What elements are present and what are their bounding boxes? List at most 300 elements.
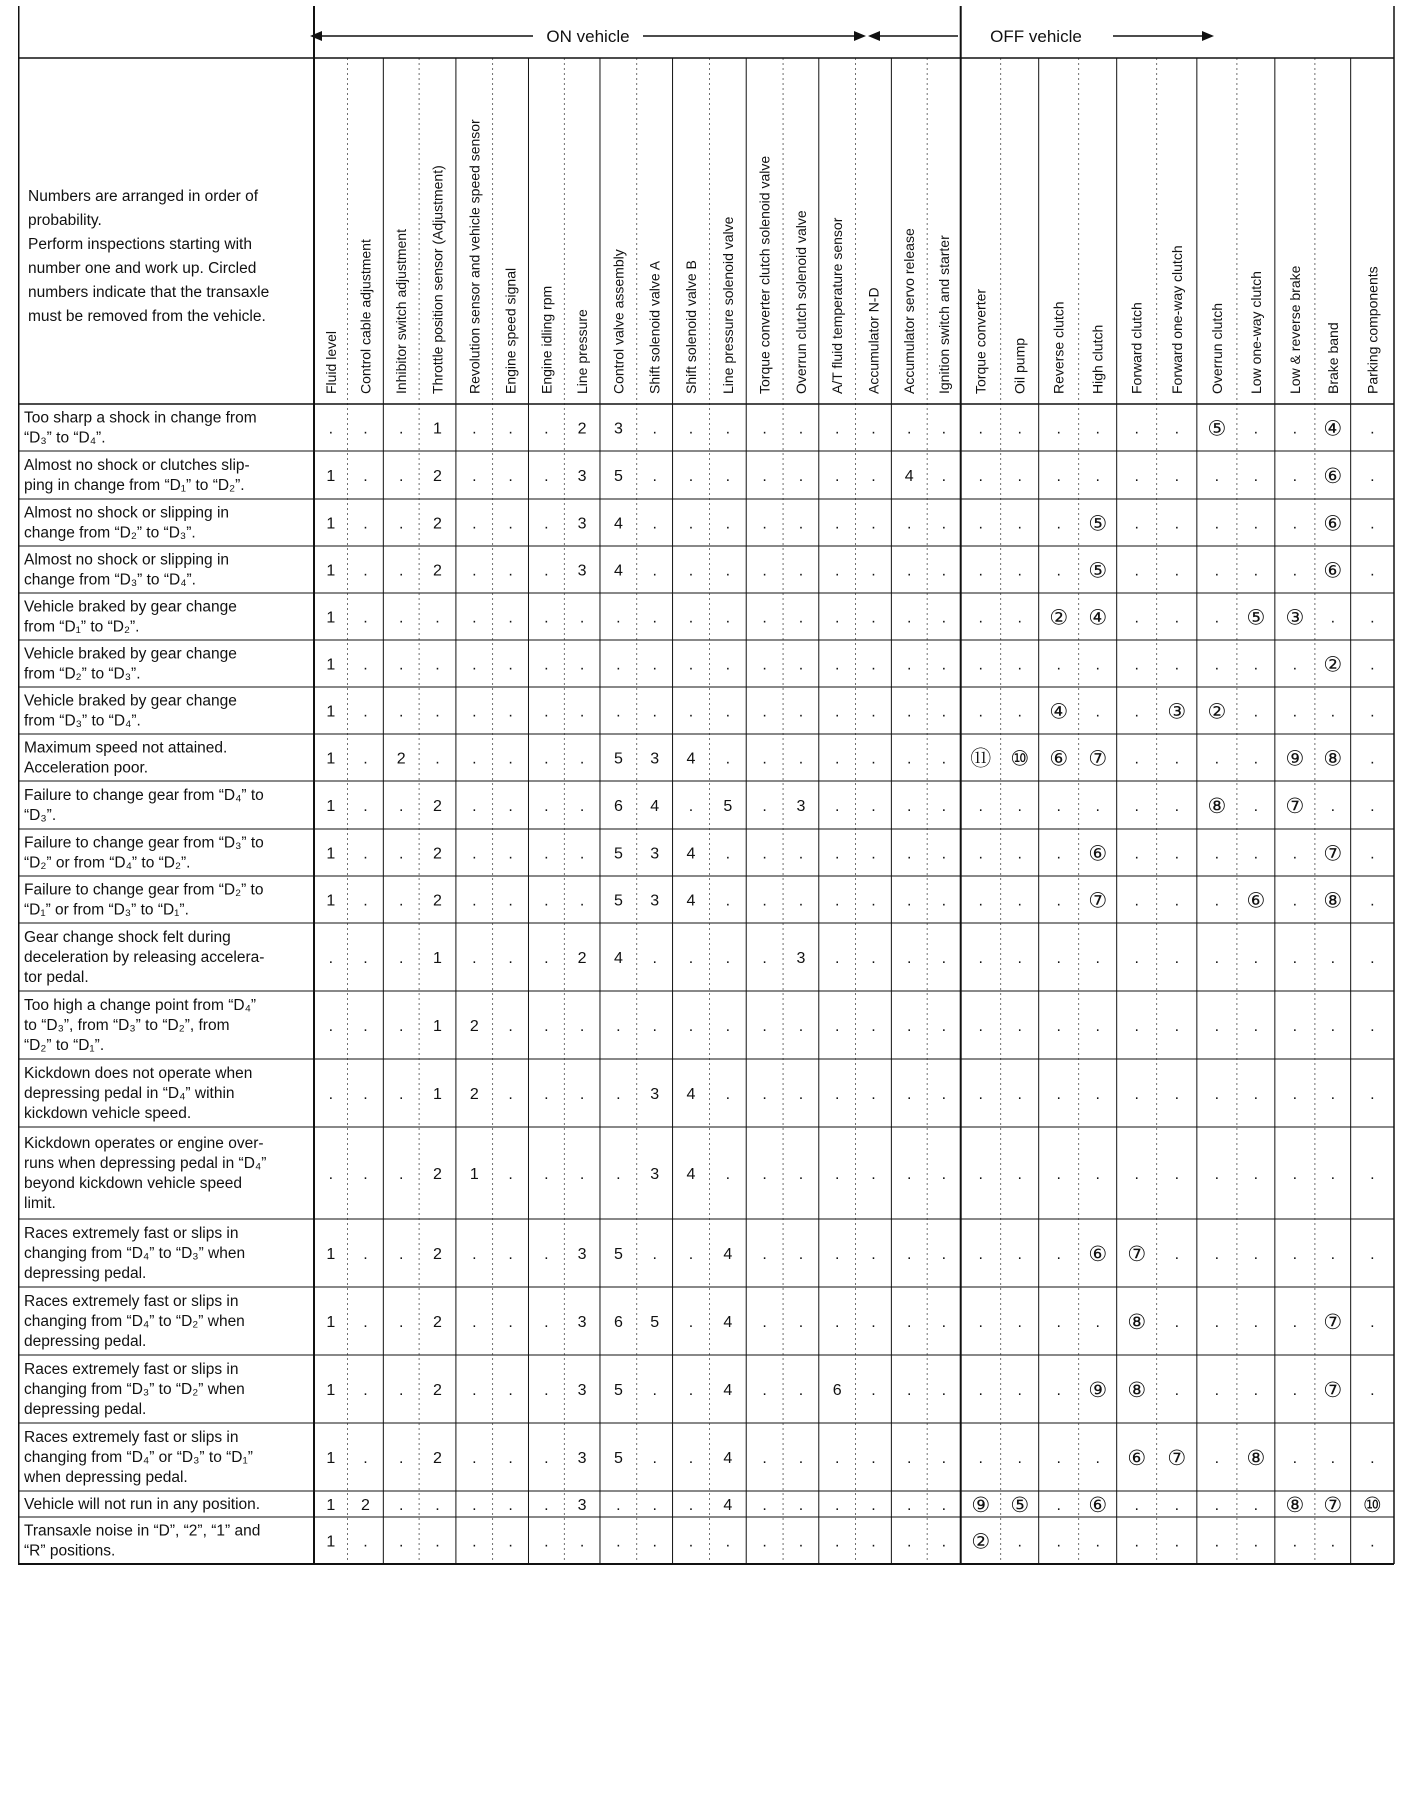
cell-value: .: [472, 1497, 477, 1514]
cell-value: .: [363, 1533, 368, 1551]
cell-value: .: [1134, 1018, 1139, 1035]
cell-value: .: [472, 798, 477, 815]
on-vehicle-banner: [310, 27, 866, 46]
cell-value: .: [1174, 1497, 1180, 1514]
cell-value: .: [508, 1086, 513, 1103]
column-header: Accumulator servo release: [901, 228, 918, 394]
cell-value: .: [1214, 1497, 1220, 1514]
cell-value: .: [941, 1246, 947, 1263]
cell-value: .: [834, 1314, 840, 1331]
cell-value: .: [1370, 1450, 1375, 1467]
cell-value: .: [579, 1166, 585, 1183]
cell-value: .: [363, 609, 368, 627]
cell-value: .: [798, 1166, 804, 1183]
cell-value: .: [1292, 1450, 1298, 1467]
cell-value: .: [798, 609, 804, 627]
cell-value: .: [363, 1450, 368, 1467]
cell-value: .: [907, 656, 912, 674]
cell-value: 5: [613, 845, 623, 863]
cell-value: .: [1017, 656, 1022, 674]
column-header: Brake band: [1324, 322, 1341, 394]
row-symptom: [24, 552, 229, 589]
cell-value: .: [1330, 798, 1336, 815]
cell-value: .: [398, 1314, 404, 1331]
cell-value: .: [1056, 798, 1061, 815]
cell-value: .: [762, 1533, 767, 1551]
cell-value: .: [544, 1497, 549, 1514]
cell-value: 1: [433, 950, 442, 967]
cell-value: .: [871, 515, 876, 533]
cell-value: .: [508, 609, 513, 627]
cell-value: .: [1370, 562, 1375, 580]
symptom-line: “D₂” to “D₁”.: [24, 1037, 105, 1054]
column-header: Throttle position sensor (Adjustment): [429, 165, 446, 394]
cell-value: .: [398, 1497, 404, 1514]
cell-value: .: [798, 892, 804, 910]
cell-value: .: [1095, 1450, 1100, 1467]
cell-value: .: [762, 420, 767, 438]
cell-value: .: [1056, 1166, 1061, 1183]
cell-value: .: [725, 1533, 731, 1551]
cell-value: ⑧: [1207, 795, 1227, 818]
cell-value: .: [1134, 1086, 1139, 1103]
cell-value: .: [798, 1497, 804, 1514]
cell-value: 1: [326, 750, 336, 768]
cell-value: .: [941, 1018, 947, 1035]
cell-value: .: [978, 798, 983, 815]
cell-value: 3: [577, 1382, 587, 1399]
cell-value: .: [1134, 950, 1139, 967]
cell-value: .: [978, 420, 983, 438]
cell-value: .: [1330, 1533, 1336, 1551]
cell-value: .: [907, 1533, 912, 1551]
off-vehicle-banner: [868, 27, 1214, 46]
cell-value: .: [1370, 845, 1375, 863]
cell-value: .: [1017, 1450, 1022, 1467]
cell-value: .: [1174, 656, 1180, 674]
cell-value: .: [579, 892, 585, 910]
symptom-line: “D₂” or from “D₄” to “D₂”.: [24, 854, 191, 872]
cell-value: .: [941, 609, 947, 627]
cell-value: .: [688, 1382, 694, 1399]
cell-value: .: [834, 798, 840, 815]
cell-value: .: [834, 1166, 840, 1183]
cell-value: .: [725, 656, 731, 674]
cell-value: .: [1017, 609, 1022, 627]
cell-value: .: [941, 468, 947, 485]
column-header: Line pressure solenoid valve: [719, 216, 736, 394]
cell-value: .: [435, 703, 440, 721]
cell-value: .: [1056, 1450, 1061, 1467]
cell-value: .: [834, 656, 840, 674]
cell-value: .: [1017, 845, 1022, 863]
cell-value: 1: [326, 1246, 336, 1263]
cell-value: .: [941, 1086, 947, 1103]
row-symptom: [24, 740, 227, 777]
cell-value: .: [435, 750, 440, 768]
cell-value: .: [1253, 562, 1259, 580]
symptom-line: kickdown vehicle speed.: [24, 1105, 192, 1122]
cell-value: .: [1017, 1086, 1022, 1103]
cell-value: 2: [433, 1166, 442, 1183]
cell-value: .: [1292, 562, 1298, 580]
cell-value: ⑥: [1323, 559, 1343, 583]
cell-value: 5: [613, 1382, 623, 1399]
cell-value: .: [1370, 656, 1375, 674]
cell-value: .: [1370, 1166, 1375, 1183]
cell-value: .: [834, 1086, 840, 1103]
cell-value: .: [1056, 1086, 1061, 1103]
cell-value: .: [616, 609, 621, 627]
cell-value: .: [798, 1086, 804, 1103]
cell-value: ⑤: [1010, 1494, 1030, 1517]
cell-value: .: [652, 420, 657, 438]
cell-value: .: [1292, 515, 1298, 533]
cell-value: .: [544, 1382, 549, 1399]
cell-value: .: [978, 609, 983, 627]
cell-value: .: [688, 703, 694, 721]
cell-value: .: [1253, 750, 1259, 768]
cell-value: .: [834, 1533, 840, 1551]
cell-value: 1: [326, 845, 336, 863]
symptom-line: from “D₁” to “D₂”.: [24, 618, 140, 636]
cell-value: .: [688, 1314, 694, 1331]
cell-value: .: [508, 892, 513, 910]
column-header: Low & reverse brake: [1286, 265, 1303, 394]
cell-value: .: [652, 609, 657, 627]
cell-value: 1: [326, 1450, 336, 1467]
cell-value: .: [834, 892, 840, 910]
cell-value: .: [725, 750, 731, 768]
cell-value: ⑤: [1246, 606, 1266, 630]
cell-value: .: [398, 515, 404, 533]
cell-value: ⑧: [1127, 1379, 1147, 1402]
cell-value: .: [616, 1497, 621, 1514]
cell-value: .: [762, 950, 767, 967]
cell-value: .: [798, 750, 804, 768]
cell-value: .: [1174, 562, 1180, 580]
cell-value: ⑧: [1323, 889, 1343, 913]
cell-value: .: [1253, 1246, 1259, 1263]
cell-value: .: [435, 609, 440, 627]
cell-value: .: [398, 703, 404, 721]
cell-value: .: [1330, 950, 1336, 967]
cell-value: .: [1017, 1246, 1022, 1263]
cell-value: .: [1174, 845, 1180, 863]
cell-value: 2: [433, 468, 442, 485]
cell-value: 4: [613, 950, 623, 967]
cell-value: .: [1134, 562, 1139, 580]
cell-value: .: [1330, 1018, 1336, 1035]
cell-value: .: [798, 703, 804, 721]
cell-value: ②: [971, 1530, 991, 1554]
symptom-line: tor pedal.: [24, 969, 89, 986]
cell-value: ⑥: [1088, 842, 1108, 866]
cell-value: .: [544, 798, 549, 815]
symptom-line: from “D₂” to “D₃”.: [24, 665, 141, 683]
cell-value: .: [978, 703, 983, 721]
column-header: Control valve assembly: [610, 249, 627, 394]
symptom-line: “D₃” to “D₄”.: [24, 429, 106, 447]
cell-value: 6: [613, 798, 623, 815]
cell-value: ⑦: [1285, 795, 1305, 818]
cell-value: .: [616, 1086, 621, 1103]
symptom-line: depressing pedal.: [24, 1401, 147, 1418]
column-header: Shift solenoid valve B: [682, 260, 699, 394]
cell-value: .: [725, 420, 731, 438]
cell-value: 3: [577, 1246, 587, 1263]
symptom-line: runs when depressing pedal in “D₄”: [24, 1155, 267, 1172]
cell-value: ⑩: [1362, 1494, 1382, 1517]
cell-value: .: [1174, 420, 1180, 438]
cell-value: .: [508, 950, 513, 967]
cell-value: .: [1095, 1086, 1100, 1103]
cell-value: .: [1134, 656, 1139, 674]
cell-value: .: [1370, 950, 1375, 967]
cell-value: .: [978, 1166, 983, 1183]
cell-value: .: [363, 515, 368, 533]
cell-value: .: [328, 1018, 334, 1035]
cell-value: .: [1134, 1166, 1139, 1183]
cell-value: .: [1292, 1382, 1298, 1399]
cell-value: 1: [433, 1018, 442, 1035]
cell-value: 3: [577, 515, 587, 533]
cell-value: .: [544, 1450, 549, 1467]
cell-value: 5: [613, 892, 623, 910]
cell-value: ⑥: [1323, 465, 1343, 488]
cell-value: .: [1017, 950, 1022, 967]
cell-value: .: [798, 1246, 804, 1263]
cell-value: .: [688, 1533, 694, 1551]
cell-value: ⑤: [1088, 512, 1108, 536]
cell-value: .: [871, 750, 876, 768]
cell-value: .: [398, 892, 404, 910]
cell-value: .: [472, 1246, 477, 1263]
cell-value: .: [871, 1166, 876, 1183]
cell-value: .: [941, 1166, 947, 1183]
cell-value: .: [1214, 562, 1220, 580]
cell-value: .: [1174, 1086, 1180, 1103]
cell-value: .: [1017, 562, 1022, 580]
cell-value: .: [363, 656, 368, 674]
symptom-line: Almost no shock or slipping in: [24, 551, 230, 569]
cell-value: .: [762, 562, 767, 580]
cell-value: .: [1292, 1166, 1298, 1183]
cell-value: .: [907, 703, 912, 721]
cell-value: .: [1056, 562, 1061, 580]
cell-value: .: [1174, 1533, 1180, 1551]
cell-value: .: [907, 515, 912, 533]
cell-value: .: [834, 515, 840, 533]
cell-value: .: [978, 950, 983, 967]
cell-value: .: [907, 1246, 912, 1263]
cell-value: .: [652, 1018, 657, 1035]
cell-value: 5: [650, 1314, 660, 1331]
cell-value: 3: [577, 1450, 587, 1467]
cell-value: .: [978, 1018, 983, 1035]
cell-value: .: [1017, 798, 1022, 815]
cell-value: 1: [326, 1533, 336, 1551]
cell-value: .: [798, 1382, 804, 1399]
cell-value: .: [544, 892, 549, 910]
cell-value: .: [871, 1533, 876, 1551]
cell-value: .: [1214, 892, 1220, 910]
cell-value: .: [725, 609, 731, 627]
cell-value: 5: [613, 468, 623, 485]
cell-value: .: [1056, 515, 1061, 533]
row-symptom: [24, 1293, 245, 1350]
cell-value: .: [472, 609, 477, 627]
column-header: Ignition switch and starter: [935, 235, 952, 394]
cell-value: .: [508, 703, 513, 721]
symptom-line: Races extremely fast or slips in: [24, 1225, 239, 1242]
symptom-line: depressing pedal in “D₄” within: [24, 1085, 235, 1102]
cell-value: .: [834, 562, 840, 580]
cell-value: .: [941, 515, 947, 533]
cell-value: .: [363, 845, 368, 863]
cell-value: .: [1330, 1086, 1336, 1103]
cell-value: ⑦: [1323, 842, 1343, 866]
cell-value: .: [398, 1166, 404, 1183]
cell-value: .: [472, 1450, 477, 1467]
cell-value: .: [1292, 468, 1298, 485]
cell-value: .: [762, 1166, 767, 1183]
cell-value: .: [1214, 468, 1220, 485]
cell-value: .: [688, 950, 694, 967]
cell-value: .: [544, 950, 549, 967]
cell-value: .: [834, 420, 840, 438]
cell-value: .: [652, 1533, 657, 1551]
cell-value: .: [871, 950, 876, 967]
cell-value: 2: [433, 798, 442, 815]
note-line: probability.: [28, 212, 102, 229]
cell-value: 4: [686, 1166, 696, 1183]
symptom-line: change from “D₂” to “D₃”.: [24, 524, 196, 542]
cell-value: .: [544, 1086, 549, 1103]
cell-value: .: [871, 468, 876, 485]
cell-value: .: [907, 420, 912, 438]
cell-value: .: [1056, 1246, 1061, 1263]
cell-value: .: [725, 892, 731, 910]
cell-value: .: [1214, 1382, 1220, 1399]
cell-value: .: [1134, 609, 1139, 627]
column-header: Torque converter clutch solenoid valve: [756, 155, 773, 394]
cell-value: .: [1370, 420, 1375, 438]
column-header: A/T fluid temperature sensor: [829, 217, 846, 394]
symptom-line: changing from “D₃” to “D₂” when: [24, 1381, 245, 1398]
cell-value: .: [871, 1314, 876, 1331]
cell-value: 1: [469, 1166, 479, 1183]
column-header: Forward one-way clutch: [1168, 245, 1185, 394]
cell-value: ⑨: [1088, 1379, 1108, 1402]
cell-value: 1: [326, 798, 336, 815]
note-line: Perform inspections starting with: [28, 236, 252, 253]
cell-value: .: [762, 1450, 767, 1467]
cell-value: .: [1370, 1018, 1375, 1035]
cell-value: .: [1292, 1533, 1298, 1551]
column-header: Overrun clutch solenoid valve: [792, 210, 809, 394]
cell-value: .: [834, 845, 840, 863]
cell-value: 2: [433, 845, 442, 863]
cell-value: .: [762, 656, 767, 674]
cell-value: .: [798, 420, 804, 438]
cell-value: .: [1017, 1166, 1022, 1183]
symptom-line: Vehicle braked by gear change: [24, 692, 237, 710]
cell-value: .: [398, 1018, 404, 1035]
cell-value: ⑥: [1049, 747, 1069, 771]
cell-value: .: [398, 562, 404, 580]
cell-value: .: [798, 515, 804, 533]
cell-value: 3: [613, 420, 623, 438]
cell-value: .: [871, 892, 876, 910]
cell-value: .: [363, 892, 368, 910]
cell-value: .: [1174, 892, 1180, 910]
cell-value: .: [579, 1018, 585, 1035]
cell-value: .: [978, 1450, 983, 1467]
cell-value: .: [472, 845, 477, 863]
cell-value: .: [544, 1166, 549, 1183]
cell-value: 1: [326, 1382, 336, 1399]
cell-value: .: [941, 1314, 947, 1331]
cell-value: 4: [723, 1382, 733, 1399]
cell-value: .: [1056, 950, 1061, 967]
cell-value: .: [871, 420, 876, 438]
cell-value: .: [1214, 845, 1220, 863]
cell-value: 2: [396, 750, 406, 768]
cell-value: .: [398, 468, 404, 485]
cell-value: .: [1056, 1314, 1061, 1331]
cell-value: .: [544, 750, 549, 768]
cell-value: 6: [613, 1314, 623, 1331]
cell-value: .: [1095, 703, 1100, 721]
cell-value: .: [688, 1450, 694, 1467]
cell-value: 2: [433, 1382, 442, 1399]
cell-value: ⑦: [1088, 747, 1108, 771]
cell-value: .: [472, 468, 477, 485]
cell-value: .: [907, 892, 912, 910]
cell-value: .: [871, 1450, 876, 1467]
cell-value: ③: [1285, 606, 1305, 630]
column-header: Fluid level: [322, 330, 339, 394]
symptom-line: to “D₃”, from “D₃” to “D₂”, from: [24, 1017, 230, 1034]
cell-value: .: [688, 1497, 694, 1514]
cell-value: .: [544, 1018, 549, 1035]
cell-value: .: [834, 468, 840, 485]
cell-value: .: [725, 562, 731, 580]
cell-value: .: [579, 798, 585, 815]
cell-value: .: [1292, 1086, 1298, 1103]
cell-value: .: [1134, 750, 1139, 768]
cell-value: .: [508, 468, 513, 485]
cell-value: .: [834, 950, 840, 967]
cell-value: .: [472, 892, 477, 910]
cell-value: .: [398, 656, 404, 674]
cell-value: .: [688, 1018, 694, 1035]
cell-value: ⑥: [1246, 889, 1266, 913]
cell-value: .: [1370, 750, 1375, 768]
cell-value: .: [398, 609, 404, 627]
cell-value: .: [1292, 950, 1298, 967]
cell-value: .: [508, 1166, 513, 1183]
cell-value: .: [1370, 703, 1375, 721]
symptom-line: change from “D₃” to “D₄”.: [24, 571, 196, 589]
cell-value: .: [1214, 1166, 1220, 1183]
cell-value: .: [1017, 515, 1022, 533]
cell-value: .: [1292, 892, 1298, 910]
cell-value: .: [652, 1450, 657, 1467]
symptom-line: Almost no shock or clutches slip-: [24, 457, 250, 474]
cell-value: .: [508, 1018, 513, 1035]
